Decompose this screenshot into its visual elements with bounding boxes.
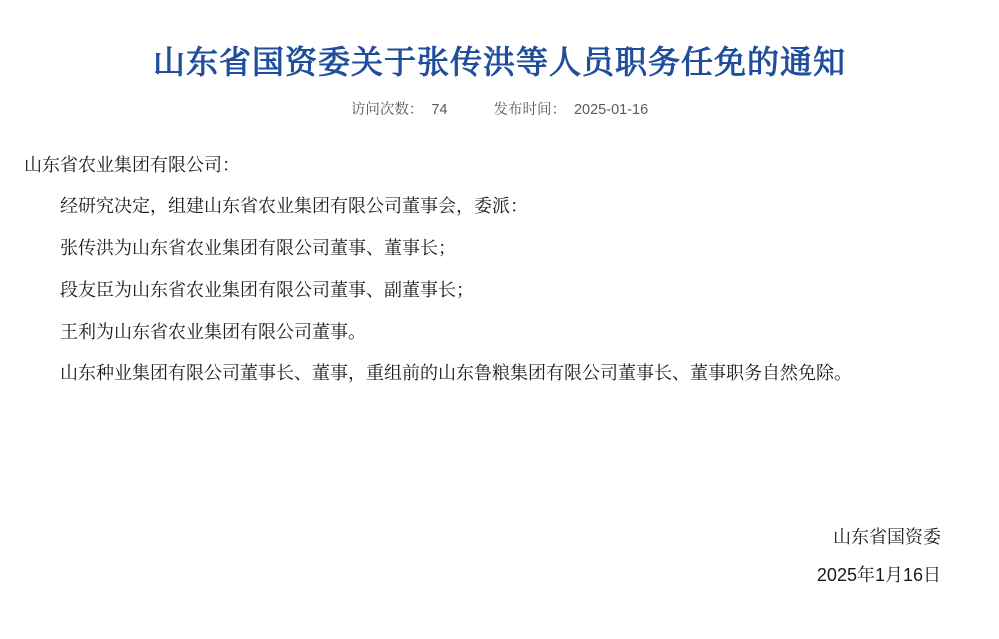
body-paragraph: 山东种业集团有限公司董事长、董事，重组前的山东鲁粮集团有限公司董事长、董事职务自然免除。 xyxy=(60,363,852,384)
view-count xyxy=(351,98,448,119)
body-paragraph: 王利为山东省农业集团有限公司董事。 xyxy=(60,321,366,342)
publish-date-value: 2025-01-16 xyxy=(573,101,649,118)
body-paragraph: 山东省农业集团有限公司： xyxy=(24,154,240,175)
view-count-value: 74 xyxy=(431,101,448,118)
body-paragraph: 经研究决定，组建山东省农业集团有限公司董事会，委派： xyxy=(60,196,528,217)
view-count-label: 访问次数： xyxy=(350,101,424,118)
signature-date: 2025年1月16日 xyxy=(816,565,941,586)
body-paragraph: 段友臣为山东省农业集团有限公司董事、副董事长； xyxy=(60,279,474,300)
page-title: 山东省国资委关于张传洪等人员职务任免的通知 xyxy=(152,44,846,80)
publish-date-label: 发布时间： xyxy=(493,101,566,118)
document-meta-bar xyxy=(18,98,981,119)
publish-date xyxy=(493,98,648,119)
signature-issuer: 山东省国资委 xyxy=(833,527,941,548)
body-paragraph: 张传洪为山东省农业集团有限公司董事、董事长； xyxy=(60,238,456,259)
document-signature xyxy=(817,519,941,595)
document-body xyxy=(18,145,981,396)
